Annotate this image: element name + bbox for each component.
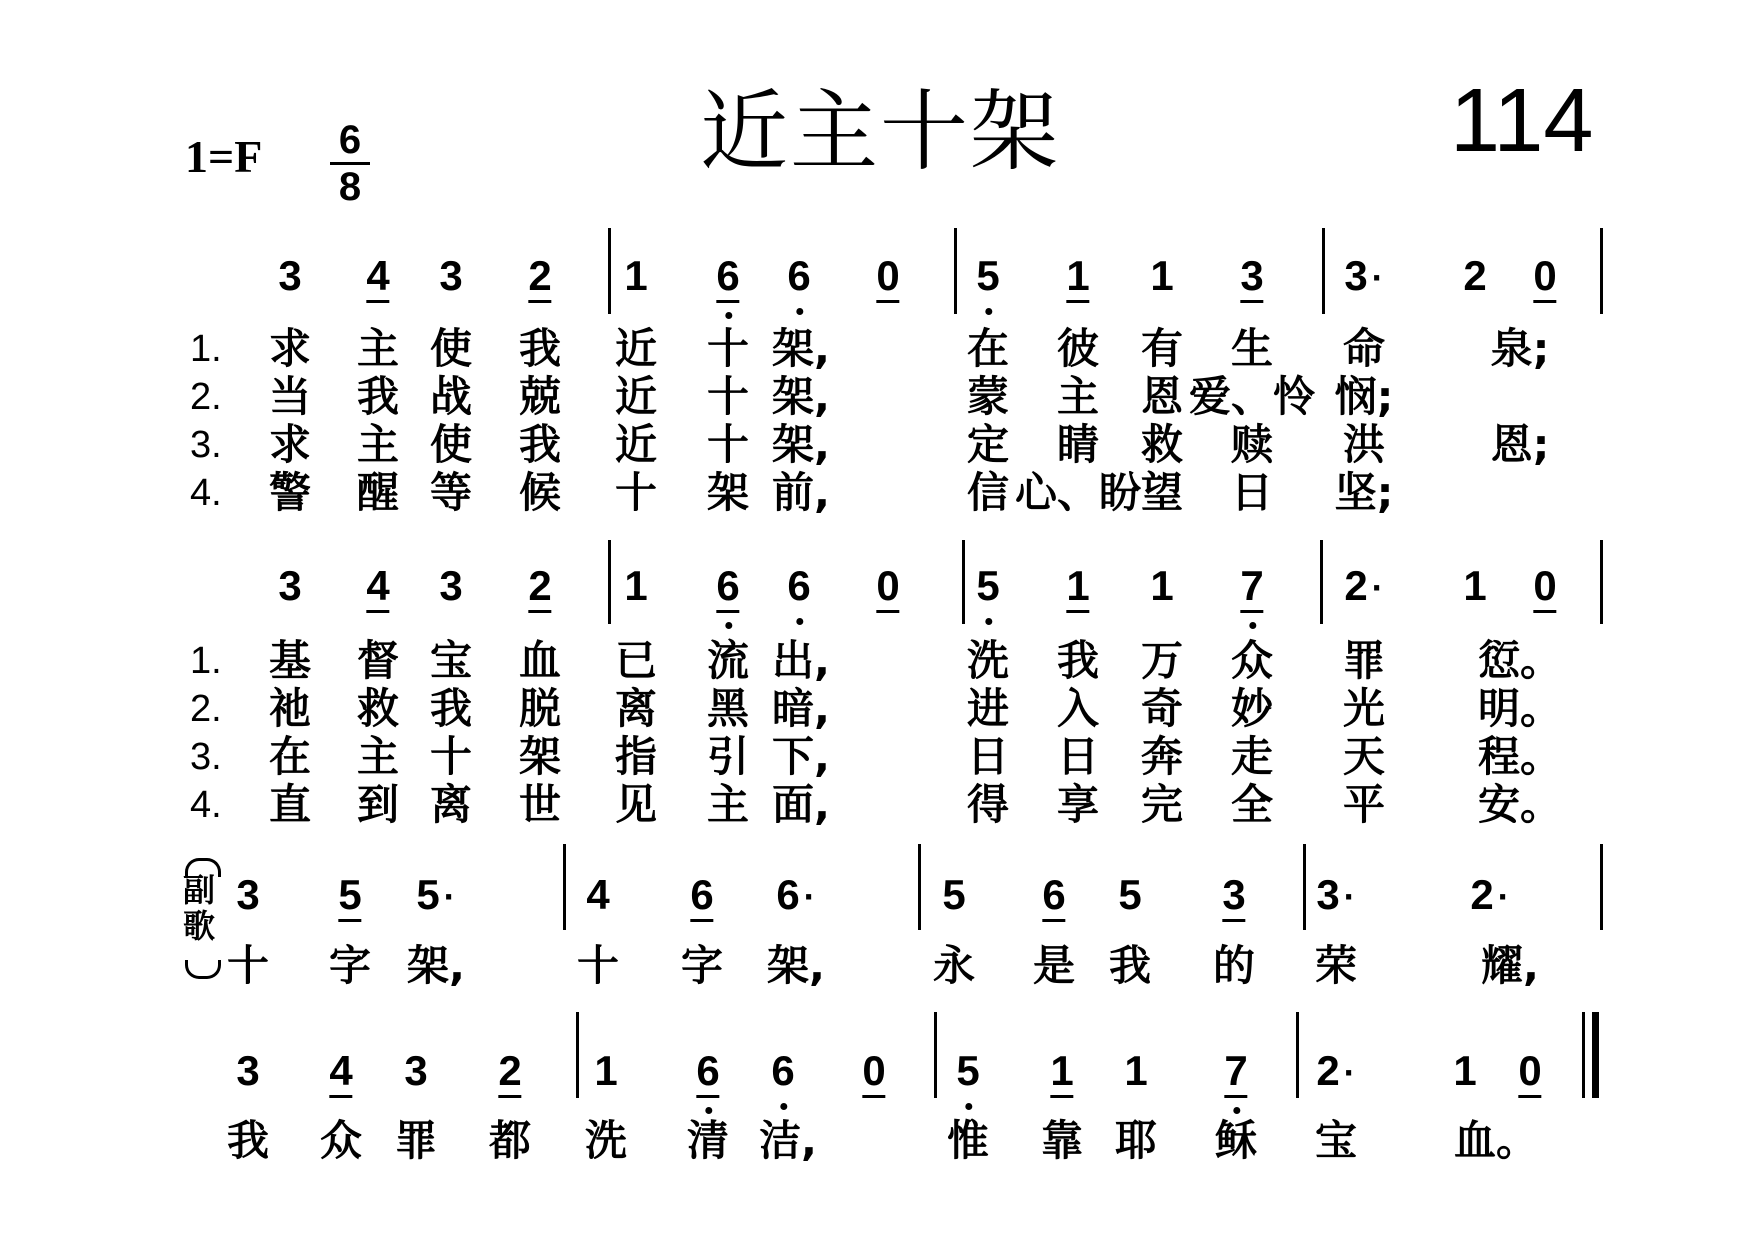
verse-number: 4.	[190, 472, 222, 514]
lyric-syllable: 生	[1230, 324, 1274, 373]
underline-beam	[498, 1095, 521, 1098]
lyric-syllable: 程。	[1477, 732, 1563, 781]
lyric-syllable: 主	[356, 732, 400, 781]
note: 3 ·	[1316, 871, 1356, 918]
note: 3 ·	[1344, 252, 1384, 299]
underline-beam	[1066, 300, 1089, 303]
lyric-syllable: 出,	[772, 636, 830, 685]
note: 5	[976, 565, 999, 607]
octave-dot-below	[965, 1103, 972, 1110]
octave-dot-below	[796, 308, 803, 315]
lyric-syllable: 宝	[1314, 1116, 1358, 1165]
augmentation-dot: ·	[1371, 257, 1384, 298]
chorus-paren-close	[185, 960, 221, 979]
bar-line	[954, 228, 957, 314]
lyric-syllable: 泉;	[1490, 324, 1550, 373]
note: 2 ·	[1316, 1047, 1356, 1094]
lyric-syllable: 宝	[429, 636, 473, 685]
lyric-syllable: 流	[706, 636, 750, 685]
note: 1	[624, 562, 648, 609]
lyric-syllable: 架	[518, 732, 562, 781]
lyric-syllable: 安。	[1477, 780, 1563, 829]
lyric-syllable: 在	[966, 324, 1010, 373]
octave-dot-below	[796, 618, 803, 625]
lyric-syllable: 十	[706, 324, 750, 373]
verse-number: 3.	[190, 736, 222, 778]
note: 2 ·	[1470, 871, 1510, 918]
note: 4	[329, 1050, 352, 1092]
lyric-syllable: 恩	[1140, 372, 1184, 421]
verse-number: 1.	[190, 328, 222, 370]
underline-beam	[1224, 1095, 1247, 1098]
lyric-syllable: 我	[1108, 941, 1152, 990]
lyric-syllable: 全	[1230, 780, 1274, 829]
lyric-syllable: 引	[706, 732, 750, 781]
note: 3	[1222, 874, 1245, 916]
lyric-syllable: 耶	[1114, 1116, 1158, 1165]
underline-beam	[690, 919, 713, 922]
note: 6	[696, 1050, 719, 1092]
note: 5	[338, 874, 361, 916]
underline-beam	[1533, 610, 1556, 613]
underline-beam	[1066, 610, 1089, 613]
note: 3	[404, 1047, 428, 1094]
lyric-syllable: 我	[1056, 636, 1100, 685]
lyric-syllable: 督	[356, 636, 400, 685]
lyric-syllable: 十	[614, 468, 658, 517]
lyric-syllable: 定	[966, 420, 1010, 469]
octave-dot-below	[985, 618, 992, 625]
note: 5	[942, 871, 966, 918]
lyric-syllable: 使	[429, 324, 473, 373]
underline-beam	[329, 1095, 352, 1098]
lyric-syllable: 荣	[1314, 941, 1358, 990]
time-signature	[330, 120, 370, 207]
verse-number: 3.	[190, 424, 222, 466]
lyric-syllable: 架,	[772, 324, 830, 373]
note: 6	[787, 255, 810, 297]
lyric-syllable: 妙	[1230, 684, 1274, 733]
lyric-syllable: 当	[268, 372, 312, 421]
note: 0	[876, 565, 899, 607]
lyric-syllable: 光	[1342, 684, 1386, 733]
verse-number: 2.	[190, 688, 222, 730]
note: 1	[1066, 565, 1089, 607]
lyric-syllable: 信	[966, 468, 1010, 517]
underline-beam	[716, 300, 739, 303]
lyric-syllable: 稣	[1214, 1116, 1258, 1165]
underline-beam	[716, 610, 739, 613]
octave-dot-below	[985, 308, 992, 315]
final-bar-line	[1582, 1012, 1585, 1098]
note: 5	[976, 255, 999, 297]
lyric-syllable: 候	[518, 468, 562, 517]
lyric-syllable: 我	[518, 420, 562, 469]
lyric-syllable: 我	[226, 1116, 270, 1165]
note: 5 ·	[416, 871, 456, 918]
lyric-syllable: 救	[1140, 420, 1184, 469]
lyric-syllable: 字	[328, 941, 372, 990]
lyric-syllable: 兢	[518, 372, 562, 421]
lyric-syllable: 主	[706, 780, 750, 829]
lyric-syllable: 求	[268, 324, 312, 373]
lyric-syllable: 望	[1140, 468, 1184, 517]
augmentation-dot: ·	[1371, 567, 1384, 608]
augmentation-dot: ·	[803, 876, 816, 917]
note: 1	[1150, 562, 1174, 609]
time-signature-bottom: 8	[338, 165, 362, 209]
lyric-syllable: 靠	[1040, 1116, 1084, 1165]
note: 1	[624, 252, 648, 299]
lyric-syllable: 彼	[1056, 324, 1100, 373]
lyric-syllable: 十	[226, 941, 270, 990]
key-signature: 1=F	[185, 131, 263, 182]
note: 6 ·	[776, 871, 816, 918]
time-signature-top: 6	[338, 118, 362, 162]
underline-beam	[528, 300, 551, 303]
note: 3	[439, 562, 463, 609]
lyric-syllable: 近	[614, 324, 658, 373]
lyric-syllable: 架,	[407, 941, 465, 990]
lyric-syllable: 悯;	[1334, 372, 1394, 421]
verse-number: 1.	[190, 640, 222, 682]
lyric-syllable: 天	[1342, 732, 1386, 781]
lyric-syllable: 警	[268, 468, 312, 517]
lyric-syllable: 愆。	[1477, 636, 1563, 685]
note: 3	[236, 871, 260, 918]
lyric-syllable: 暗,	[772, 684, 830, 733]
underline-beam	[1050, 1095, 1073, 1098]
note: 5	[956, 1050, 979, 1092]
note: 0	[1518, 1050, 1541, 1092]
note: 1	[1150, 252, 1174, 299]
note: 4	[366, 255, 389, 297]
note: 6	[787, 565, 810, 607]
underline-beam	[366, 300, 389, 303]
note: 4	[366, 565, 389, 607]
lyric-syllable: 脱	[518, 684, 562, 733]
octave-dot-below	[1249, 622, 1256, 629]
final-bar-line	[1592, 1012, 1599, 1098]
note: 0	[862, 1050, 885, 1092]
bar-line	[1322, 228, 1325, 314]
chorus-paren-open	[185, 858, 221, 877]
lyric-syllable: 罪	[1342, 636, 1386, 685]
note: 0	[876, 255, 899, 297]
lyric-syllable: 醒	[356, 468, 400, 517]
bar-line	[962, 540, 965, 624]
lyric-syllable: 平	[1342, 780, 1386, 829]
lyric-syllable: 基	[268, 636, 312, 685]
note: 1	[1463, 562, 1487, 609]
note: 1	[594, 1047, 618, 1094]
lyric-syllable: 奔	[1140, 732, 1184, 781]
bar-line	[934, 1012, 937, 1098]
note: 6	[1042, 874, 1065, 916]
augmentation-dot: ·	[1343, 876, 1356, 917]
lyric-syllable: 心、盼	[1014, 468, 1142, 517]
lyric-syllable: 日	[1056, 732, 1100, 781]
lyric-syllable: 我	[518, 324, 562, 373]
lyric-syllable: 救	[356, 684, 400, 733]
bar-line	[918, 844, 921, 930]
lyric-syllable: 架,	[772, 420, 830, 469]
lyric-syllable: 罪	[394, 1116, 438, 1165]
lyric-syllable: 享	[1056, 780, 1100, 829]
bar-line	[608, 228, 611, 314]
lyric-syllable: 坚;	[1334, 468, 1394, 517]
note: 7	[1240, 565, 1263, 607]
lyric-syllable: 走	[1230, 732, 1274, 781]
lyric-syllable: 面,	[772, 780, 830, 829]
lyric-syllable: 使	[429, 420, 473, 469]
lyric-syllable: 下,	[772, 732, 830, 781]
bar-line	[608, 540, 611, 624]
note: 2	[498, 1050, 521, 1092]
hymn-title: 近主十架	[700, 80, 1061, 183]
note: 1	[1066, 255, 1089, 297]
underline-beam	[696, 1095, 719, 1098]
lyric-syllable: 到	[356, 780, 400, 829]
note: 4	[586, 871, 610, 918]
note: 2	[528, 565, 551, 607]
lyric-syllable: 众	[1230, 636, 1274, 685]
underline-beam	[1240, 300, 1263, 303]
note: 7	[1224, 1050, 1247, 1092]
note: 3	[236, 1047, 260, 1094]
lyric-syllable: 洪	[1342, 420, 1386, 469]
lyric-syllable: 日	[1230, 468, 1274, 517]
note: 3	[278, 252, 302, 299]
lyric-syllable: 十	[706, 420, 750, 469]
lyric-syllable: 进	[966, 684, 1010, 733]
augmentation-dot: ·	[443, 876, 456, 917]
lyric-syllable: 入	[1056, 684, 1100, 733]
lyric-syllable: 十	[429, 732, 473, 781]
underline-beam	[862, 1095, 885, 1098]
lyric-syllable: 主	[356, 420, 400, 469]
octave-dot-below	[780, 1103, 787, 1110]
note: 6	[771, 1050, 794, 1092]
lyric-syllable: 有	[1140, 324, 1184, 373]
note: 2	[528, 255, 551, 297]
underline-beam	[1222, 919, 1245, 922]
lyric-syllable: 惟	[946, 1116, 990, 1165]
lyric-syllable: 血。	[1453, 1116, 1539, 1165]
lyric-syllable: 洗	[584, 1116, 628, 1165]
lyric-syllable: 字	[680, 941, 724, 990]
bar-line	[576, 1012, 579, 1098]
note: 1	[1124, 1047, 1148, 1094]
note: 5	[1118, 871, 1142, 918]
verse-number: 4.	[190, 784, 222, 826]
underline-beam	[1533, 300, 1556, 303]
note: 3	[1240, 255, 1263, 297]
lyric-syllable: 等	[429, 468, 473, 517]
bar-line	[1600, 228, 1603, 314]
lyric-syllable: 洁,	[759, 1116, 817, 1165]
underline-beam	[366, 610, 389, 613]
underline-beam	[528, 610, 551, 613]
lyric-syllable: 得	[966, 780, 1010, 829]
bar-line	[1303, 844, 1306, 930]
lyric-syllable: 求	[268, 420, 312, 469]
lyric-syllable: 世	[518, 780, 562, 829]
underline-beam	[876, 610, 899, 613]
lyric-syllable: 十	[576, 941, 620, 990]
lyric-syllable: 完	[1140, 780, 1184, 829]
lyric-syllable: 洗	[966, 636, 1010, 685]
lyric-syllable: 架,	[767, 941, 825, 990]
lyric-syllable: 我	[356, 372, 400, 421]
hymn-number: 114	[1450, 71, 1594, 171]
note: 6	[716, 565, 739, 607]
note: 0	[1533, 255, 1556, 297]
lyric-syllable: 指	[614, 732, 658, 781]
bar-line	[1600, 844, 1603, 930]
lyric-syllable: 近	[614, 420, 658, 469]
lyric-syllable: 在	[268, 732, 312, 781]
bar-line	[1296, 1012, 1299, 1098]
lyric-syllable: 众	[319, 1116, 363, 1165]
underline-beam	[1240, 610, 1263, 613]
note: 6	[690, 874, 713, 916]
chorus-label: 副歌	[182, 871, 215, 945]
lyric-syllable: 永	[932, 941, 976, 990]
lyric-syllable: 十	[706, 372, 750, 421]
lyric-syllable: 我	[429, 684, 473, 733]
lyric-syllable: 离	[429, 780, 473, 829]
note: 3	[278, 562, 302, 609]
lyric-syllable: 架,	[772, 372, 830, 421]
lyric-syllable: 爱、怜	[1188, 372, 1316, 421]
underline-beam	[1518, 1095, 1541, 1098]
lyric-syllable: 命	[1342, 324, 1386, 373]
note: 3	[439, 252, 463, 299]
lyric-syllable: 前,	[772, 468, 830, 517]
lyric-syllable: 耀,	[1481, 941, 1539, 990]
note: 0	[1533, 565, 1556, 607]
lyric-syllable: 的	[1212, 941, 1256, 990]
lyric-syllable: 黑	[706, 684, 750, 733]
lyric-syllable: 近	[614, 372, 658, 421]
augmentation-dot: ·	[1343, 1052, 1356, 1093]
underline-beam	[1042, 919, 1065, 922]
octave-dot-below	[725, 312, 732, 319]
lyric-syllable: 主	[356, 324, 400, 373]
lyric-syllable: 都	[488, 1116, 532, 1165]
note: 2	[1463, 252, 1487, 299]
lyric-syllable: 明。	[1477, 684, 1563, 733]
lyric-syllable: 赎	[1230, 420, 1274, 469]
lyric-syllable: 奇	[1140, 684, 1184, 733]
lyric-syllable: 已	[614, 636, 658, 685]
augmentation-dot: ·	[1497, 876, 1510, 917]
octave-dot-below	[1233, 1107, 1240, 1114]
lyric-syllable: 清	[686, 1116, 730, 1165]
note: 1	[1050, 1050, 1073, 1092]
lyric-syllable: 日	[966, 732, 1010, 781]
underline-beam	[338, 919, 361, 922]
lyric-syllable: 见	[614, 780, 658, 829]
lyric-syllable: 离	[614, 684, 658, 733]
lyric-syllable: 血	[518, 636, 562, 685]
lyric-syllable: 睛	[1056, 420, 1100, 469]
note: 6	[716, 255, 739, 297]
bar-line	[563, 844, 566, 930]
underline-beam	[876, 300, 899, 303]
bar-line	[1600, 540, 1603, 624]
lyric-syllable: 蒙	[966, 372, 1010, 421]
note: 2 ·	[1344, 562, 1384, 609]
octave-dot-below	[725, 622, 732, 629]
verse-number: 2.	[190, 376, 222, 418]
bar-line	[1320, 540, 1323, 624]
lyric-syllable: 主	[1056, 372, 1100, 421]
lyric-syllable: 架	[706, 468, 750, 517]
lyric-syllable: 万	[1140, 636, 1184, 685]
lyric-syllable: 战	[429, 372, 473, 421]
lyric-syllable: 直	[268, 780, 312, 829]
lyric-syllable: 祂	[268, 684, 312, 733]
note: 1	[1453, 1047, 1477, 1094]
lyric-syllable: 恩;	[1490, 420, 1550, 469]
lyric-syllable: 是	[1032, 941, 1076, 990]
octave-dot-below	[705, 1107, 712, 1114]
